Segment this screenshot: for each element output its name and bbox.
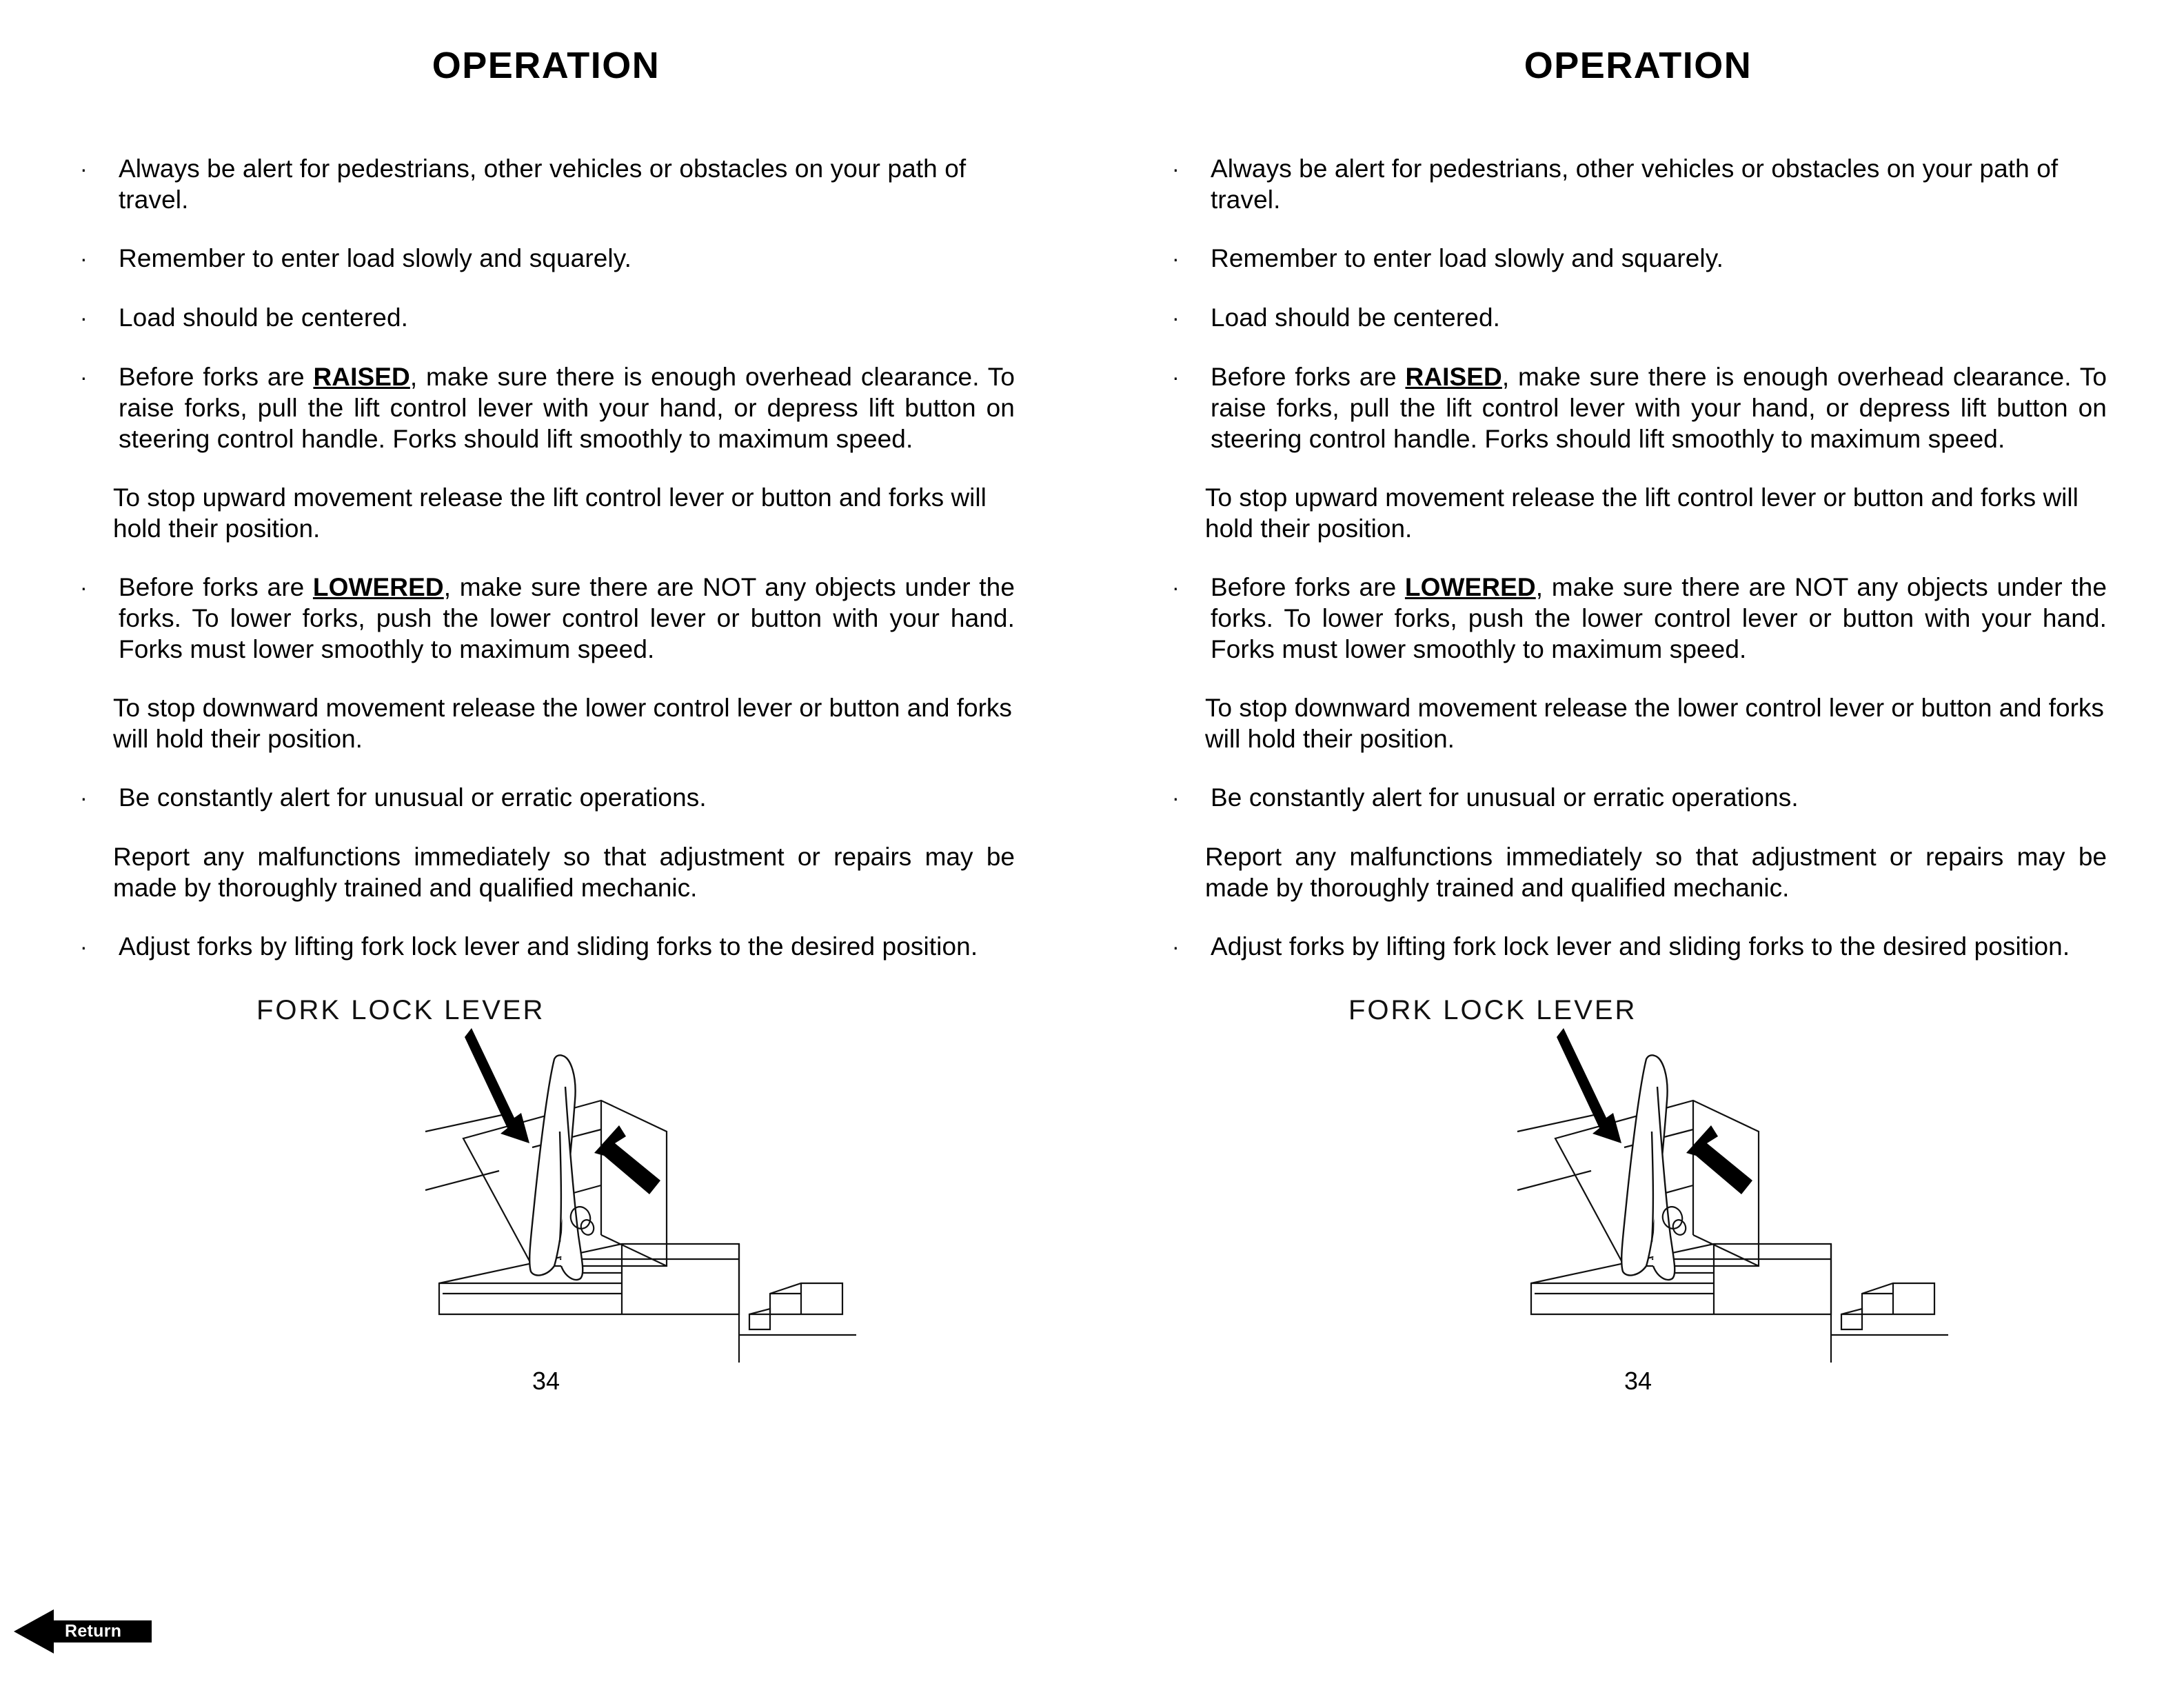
up-arrow-icon bbox=[594, 1125, 660, 1194]
continuation-paragraph-downward: To stop downward movement release the lower control lever or button and forks will hold their position. bbox=[113, 694, 1012, 753]
list-item-raised bbox=[74, 361, 1015, 454]
emphasis-lowered: LOWERED bbox=[1404, 573, 1536, 601]
leader-arrow-icon bbox=[1557, 1028, 1621, 1143]
bullet-marker-icon: · bbox=[1172, 934, 1180, 959]
bullet-marker-icon: · bbox=[1172, 575, 1180, 600]
bullet-marker-icon: · bbox=[1172, 157, 1180, 181]
bullet-text: Always be alert for pedestrians, other vehicles or obstacles on your path of travel. bbox=[119, 154, 967, 214]
page-column-right bbox=[1092, 0, 2184, 1688]
continuation-paragraph-report: Report any malfunctions immediately so that adjustment or repairs may be made by thoroughly trained and qualified mechanic. bbox=[113, 843, 1015, 902]
list-item bbox=[1166, 782, 2107, 814]
bullet-text: Adjust forks by lifting fork lock lever and sliding forks to the desired position. bbox=[1211, 932, 2070, 961]
emphasis-raised: RAISED bbox=[313, 363, 410, 391]
list-item bbox=[74, 153, 1015, 215]
list-item bbox=[1166, 302, 2107, 334]
bullet-marker-icon: · bbox=[80, 157, 88, 181]
up-arrow-icon bbox=[1686, 1125, 1752, 1194]
page-title: OPERATION bbox=[1524, 45, 1752, 86]
list-item bbox=[74, 302, 1015, 334]
bullet-text-tail: , make sure there are NOT any objects under the forks. To lower forks, push the lower control lever or button with your hand. Forks must lower smoothly to maximum speed. bbox=[1211, 573, 2107, 663]
fork-lock-lever-diagram bbox=[1328, 990, 1948, 1363]
bullet-text: Load should be centered. bbox=[1211, 303, 1501, 332]
emphasis-raised: RAISED bbox=[1405, 363, 1502, 391]
bullet-text bbox=[1211, 361, 2107, 454]
bullet-text-tail: , make sure there is enough overhead clearance. To raise forks, pull the lift control lever with your hand, or depress lift button on steering control handle. Forks should lift smoothly to maximum speed. bbox=[1211, 363, 2107, 453]
bullet-text: Load should be centered. bbox=[119, 303, 409, 332]
list-item-raised bbox=[1166, 361, 2107, 454]
figure-caption-text: FORK LOCK LEVER bbox=[256, 995, 545, 1025]
bullet-marker-icon: · bbox=[80, 305, 88, 330]
bullet-marker-icon: · bbox=[1172, 246, 1180, 271]
fork-lock-lever-figure bbox=[1092, 990, 2184, 1395]
return-button[interactable] bbox=[11, 1605, 160, 1658]
left-arrow-icon bbox=[11, 1605, 160, 1658]
return-button-label: Return bbox=[65, 1621, 122, 1641]
bullet-marker-icon: · bbox=[80, 246, 88, 271]
bullet-text bbox=[119, 572, 1015, 665]
list-item bbox=[74, 931, 1015, 963]
fork-lock-lever-diagram bbox=[236, 990, 856, 1363]
figure-caption-text: FORK LOCK LEVER bbox=[1348, 995, 1637, 1025]
bullet-text: Adjust forks by lifting fork lock lever and sliding forks to the desired position. bbox=[119, 932, 978, 961]
bullet-text bbox=[119, 361, 1015, 454]
bullet-marker-icon: · bbox=[80, 934, 88, 959]
page-number: 34 bbox=[1624, 1367, 1652, 1395]
continuation-paragraph-downward: To stop downward movement release the lower control lever or button and forks will hold their position. bbox=[1205, 694, 2104, 753]
continuation-paragraph-report: Report any malfunctions immediately so that adjustment or repairs may be made by thoroughly trained and qualified mechanic. bbox=[1205, 843, 2107, 902]
bullet-marker-icon: · bbox=[80, 365, 88, 390]
bullet-text: Be constantly alert for unusual or erratic operations. bbox=[1211, 783, 1799, 812]
bullet-marker-icon: · bbox=[1172, 365, 1180, 390]
bullet-text-lead: Before forks are bbox=[1211, 573, 1405, 601]
body-content-right bbox=[1092, 87, 2184, 963]
list-item-lowered bbox=[1166, 572, 2107, 665]
bullet-text-tail: , make sure there are NOT any objects under the forks. To lower forks, push the lower control lever or button with your hand. Forks must lower smoothly to maximum speed. bbox=[119, 573, 1015, 663]
page-number: 34 bbox=[532, 1367, 560, 1395]
bullet-text-lead: Before forks are bbox=[119, 573, 313, 601]
bullet-text-tail: , make sure there is enough overhead clearance. To raise forks, pull the lift control lever with your hand, or depress lift button on steering control handle. Forks should lift smoothly to maximum speed. bbox=[119, 363, 1015, 453]
bullet-text bbox=[1211, 572, 2107, 665]
list-item bbox=[1166, 243, 2107, 274]
list-item bbox=[74, 782, 1015, 814]
list-item bbox=[74, 243, 1015, 274]
bullet-text: Be constantly alert for unusual or erratic operations. bbox=[119, 783, 707, 812]
page-title: OPERATION bbox=[432, 45, 660, 86]
bullet-text: Remember to enter load slowly and squarely. bbox=[1211, 244, 1723, 272]
bullet-text: Always be alert for pedestrians, other vehicles or obstacles on your path of travel. bbox=[1211, 154, 2059, 214]
bullet-marker-icon: · bbox=[80, 785, 88, 810]
fork-lock-lever-figure bbox=[0, 990, 1092, 1395]
list-item-lowered bbox=[74, 572, 1015, 665]
bullet-marker-icon: · bbox=[1172, 305, 1180, 330]
continuation-paragraph-upward: To stop upward movement release the lift control lever or button and forks will hold their position. bbox=[113, 483, 987, 543]
body-content-left bbox=[0, 87, 1092, 963]
bullet-text-lead: Before forks are bbox=[1211, 363, 1406, 391]
emphasis-lowered: LOWERED bbox=[312, 573, 444, 601]
leader-arrow-icon bbox=[465, 1028, 529, 1143]
bullet-marker-icon: · bbox=[80, 575, 88, 600]
continuation-paragraph-upward: To stop upward movement release the lift control lever or button and forks will hold their position. bbox=[1205, 483, 2079, 543]
bullet-marker-icon: · bbox=[1172, 785, 1180, 810]
bullet-text-lead: Before forks are bbox=[119, 363, 314, 391]
list-item bbox=[1166, 153, 2107, 215]
list-item bbox=[1166, 931, 2107, 963]
bullet-text: Remember to enter load slowly and squarely. bbox=[119, 244, 631, 272]
